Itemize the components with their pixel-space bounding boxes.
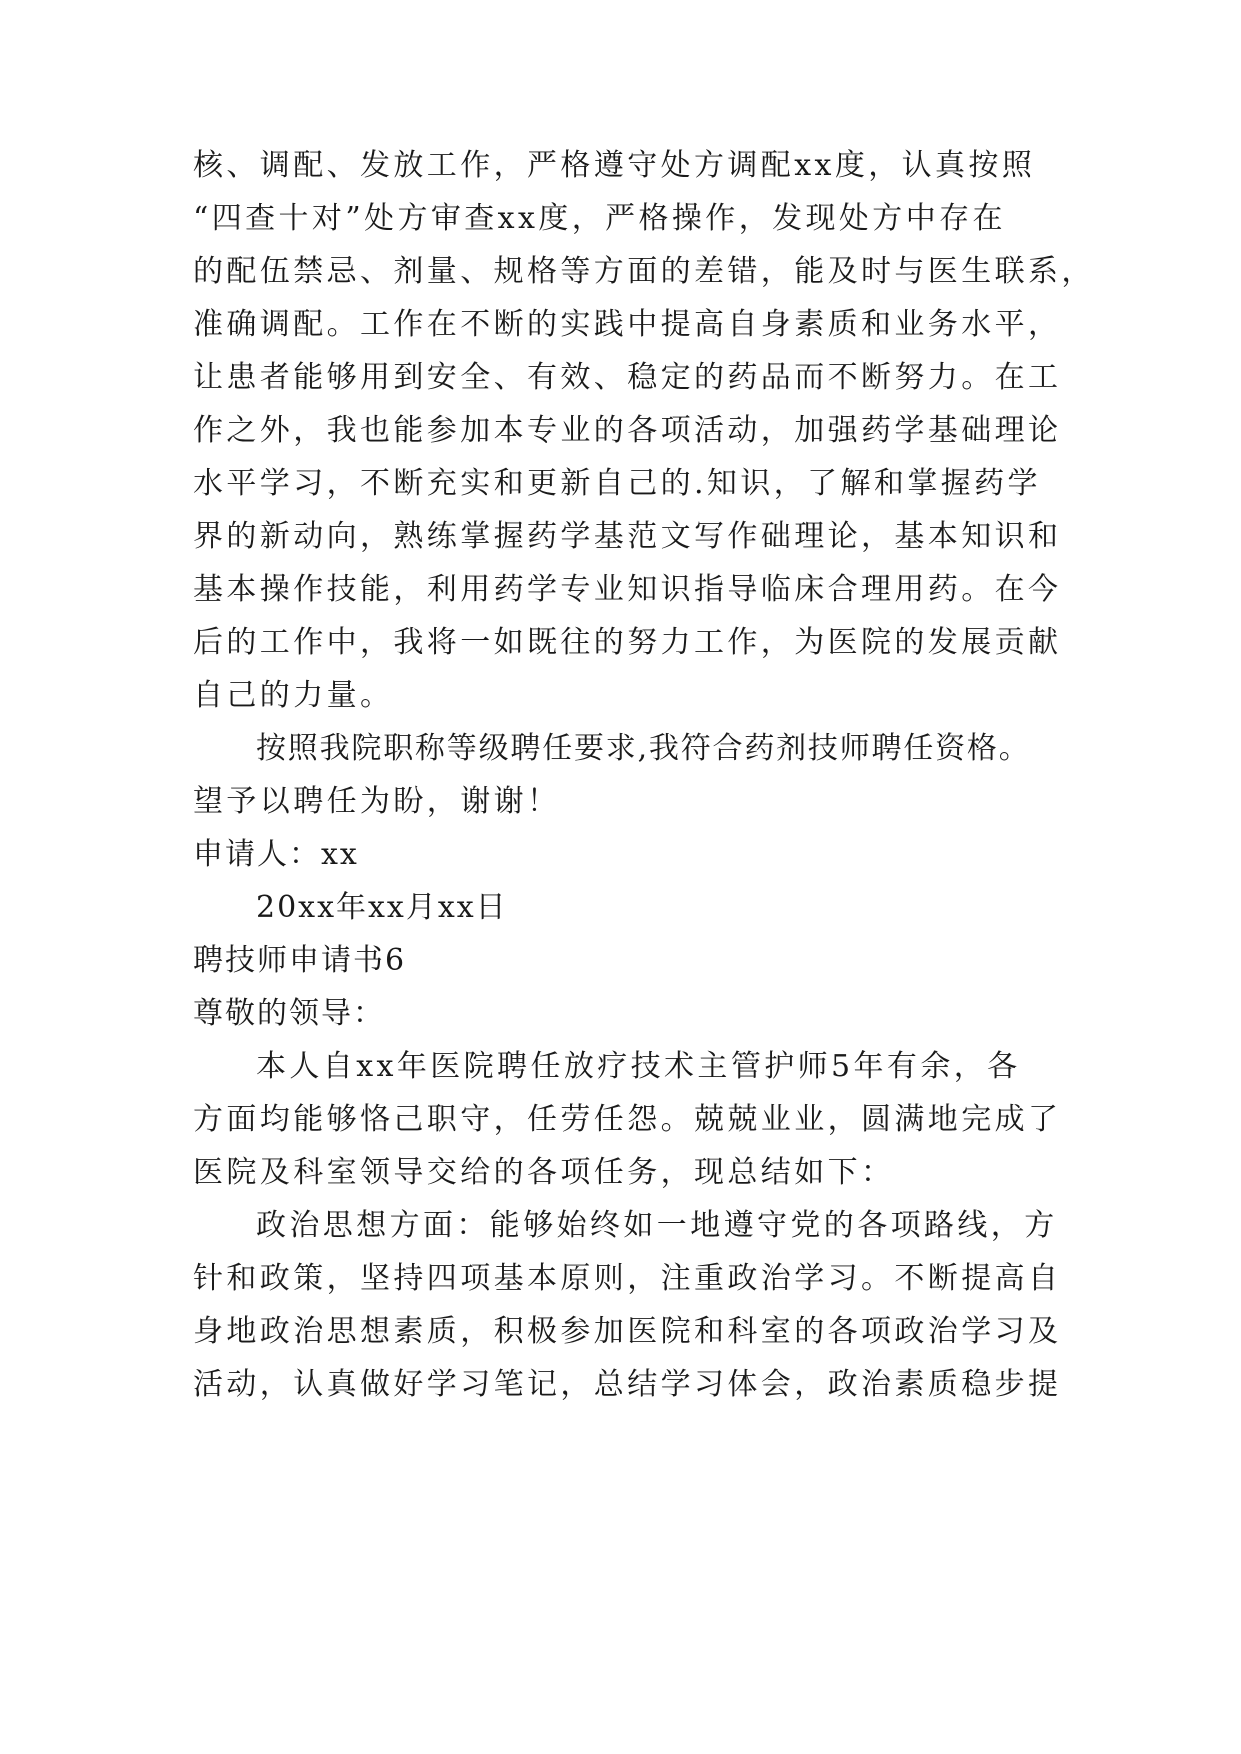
body-text-line: 身地政治思想素质，积极参加医院和科室的各项政治学习及 <box>193 1314 1062 1349</box>
body-text-line: 准确调配。工作在不断的实践中提高自身素质和业务水平， <box>193 307 1062 342</box>
body-text-line: 水平学习，不断充实和更新自己的.知识，了解和掌握药学 <box>193 466 1041 501</box>
body-text-line: “四查十对”处方审查xx度，严格操作，发现处方中存在 <box>193 201 1006 236</box>
applicant-line: 申请人：xx <box>193 837 359 872</box>
date-line: 20xx年xx月xx日 <box>256 890 508 925</box>
body-text-line: 方面均能够恪己职守，任劳任怨。兢兢业业，圆满地完成了 <box>193 1102 1062 1137</box>
body-text-line: 望予以聘任为盼，谢谢！ <box>193 784 561 819</box>
body-text-line: 本人自xx年医院聘任放疗技术主管护师5年有余，各 <box>256 1049 1021 1084</box>
body-text-line: 医院及科室领导交给的各项任务，现总结如下： <box>193 1155 895 1190</box>
body-text-line: 活动，认真做好学习笔记，总结学习体会，政治素质稳步提 <box>193 1367 1062 1402</box>
body-text-line: 核、调配、发放工作，严格遵守处方调配xx度，认真按照 <box>193 148 1036 183</box>
body-text-line: 政治思想方面：能够始终如一地遵守党的各项路线，方 <box>256 1208 1058 1243</box>
salutation: 尊敬的领导： <box>193 996 385 1031</box>
body-text-line: 作之外，我也能参加本专业的各项活动，加强药学基础理论 <box>193 413 1062 448</box>
body-text-line: 界的新动向，熟练掌握药学基范文写作础理论，基本知识和 <box>193 519 1062 554</box>
body-text-line: 让患者能够用到安全、有效、稳定的药品而不断努力。在工 <box>193 360 1062 395</box>
body-text-line: 后的工作中，我将一如既往的努力工作，为医院的发展贡献 <box>193 625 1062 660</box>
body-text-line: 按照我院职称等级聘任要求,我符合药剂技师聘任资格。 <box>256 731 1031 766</box>
section-title: 聘技师申请书6 <box>193 943 407 978</box>
body-text-line: 的配伍禁忌、剂量、规格等方面的差错，能及时与医生联系， <box>193 254 1095 289</box>
body-text-line: 基本操作技能，利用药学专业知识指导临床合理用药。在今 <box>193 572 1062 607</box>
body-text-line: 针和政策，坚持四项基本原则，注重政治学习。不断提高自 <box>193 1261 1062 1296</box>
body-text-line: 自己的力量。 <box>193 678 394 713</box>
